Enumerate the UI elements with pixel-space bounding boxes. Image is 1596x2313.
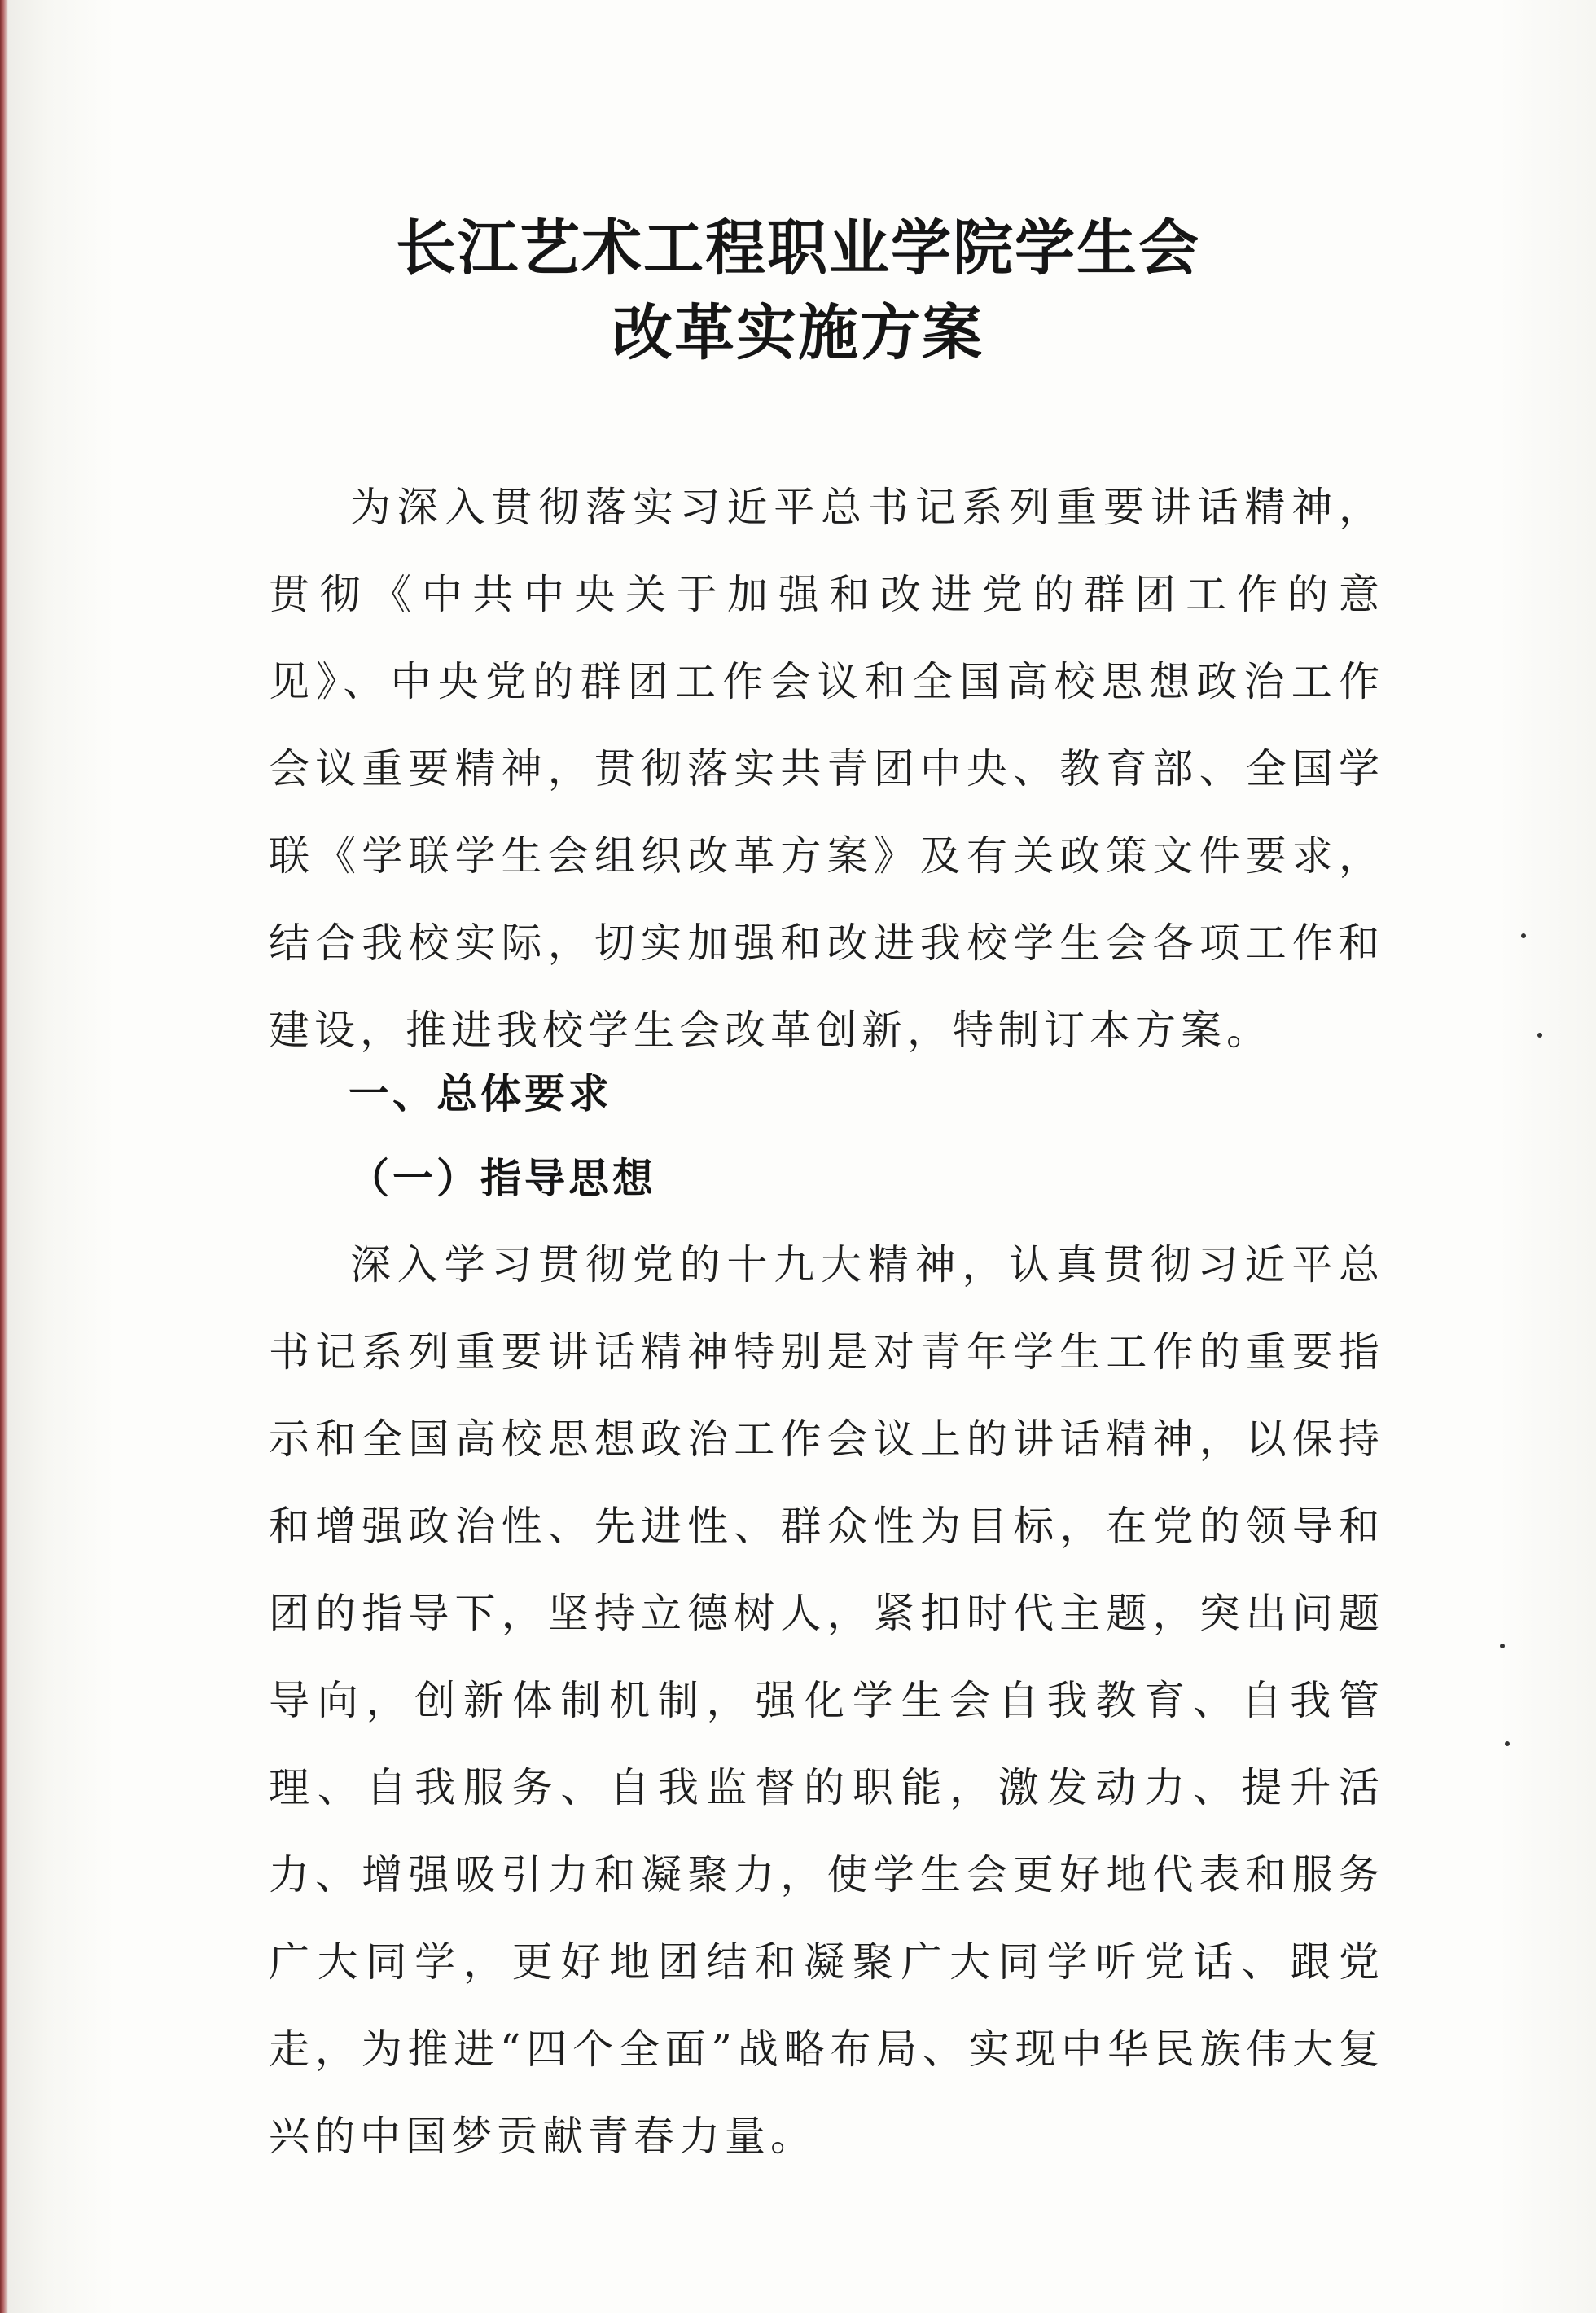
document-title-line-2: 改革实施方案: [612, 298, 984, 368]
document-title-line-1: 长江艺术工程职业学院学生会: [396, 213, 1200, 283]
scan-speck: [1537, 1033, 1542, 1038]
section-heading-overall-requirements: 一、总体要求: [349, 1070, 612, 1117]
scan-speck: [1500, 1644, 1505, 1648]
scan-speck: [1505, 1741, 1510, 1746]
subsection-heading-guiding-ideology: （一）指导思想: [349, 1155, 656, 1202]
scan-speck: [1521, 933, 1526, 938]
intro-paragraph: 为深入贯彻落实习近平总书记系列重要讲话精神，贯彻《中共中央关于加强和改进党的群团工作的意见》、中央党的群团工作会议和全国高校思想政治工作会议重要精神，贯彻落实共青团中央、教育部、全国学联《学联学生会组织改革方案》及有关政策文件要求，结合我校实际，切实加强和改进我校学生会各项工作和建设，推进我校学生会改革创新，特制订本方案。: [269, 484, 1384, 1054]
guiding-ideology-paragraph: 深入学习贯彻党的十九大精神，认真贯彻习近平总书记系列重要讲话精神特别是对青年学生工作的重要指示和全国高校思想政治工作会议上的讲话精神，以保持和增强政治性、先进性、群众性为目标，在党的领导和团的指导下，坚持立德树人，紧扣时代主题，突出问题导向，创新体制机制，强化学生会自我教育、自我管理、自我服务、自我监督的职能，激发动力、提升活力、增强吸引力和凝聚力，使学生会更好地代表和服务广大同学，更好地团结和凝聚广大同学听党话、跟党走，为推进“四个全面”战略布局、实现中华民族伟大复兴的中国梦贡献青春力量。: [269, 1241, 1384, 2160]
